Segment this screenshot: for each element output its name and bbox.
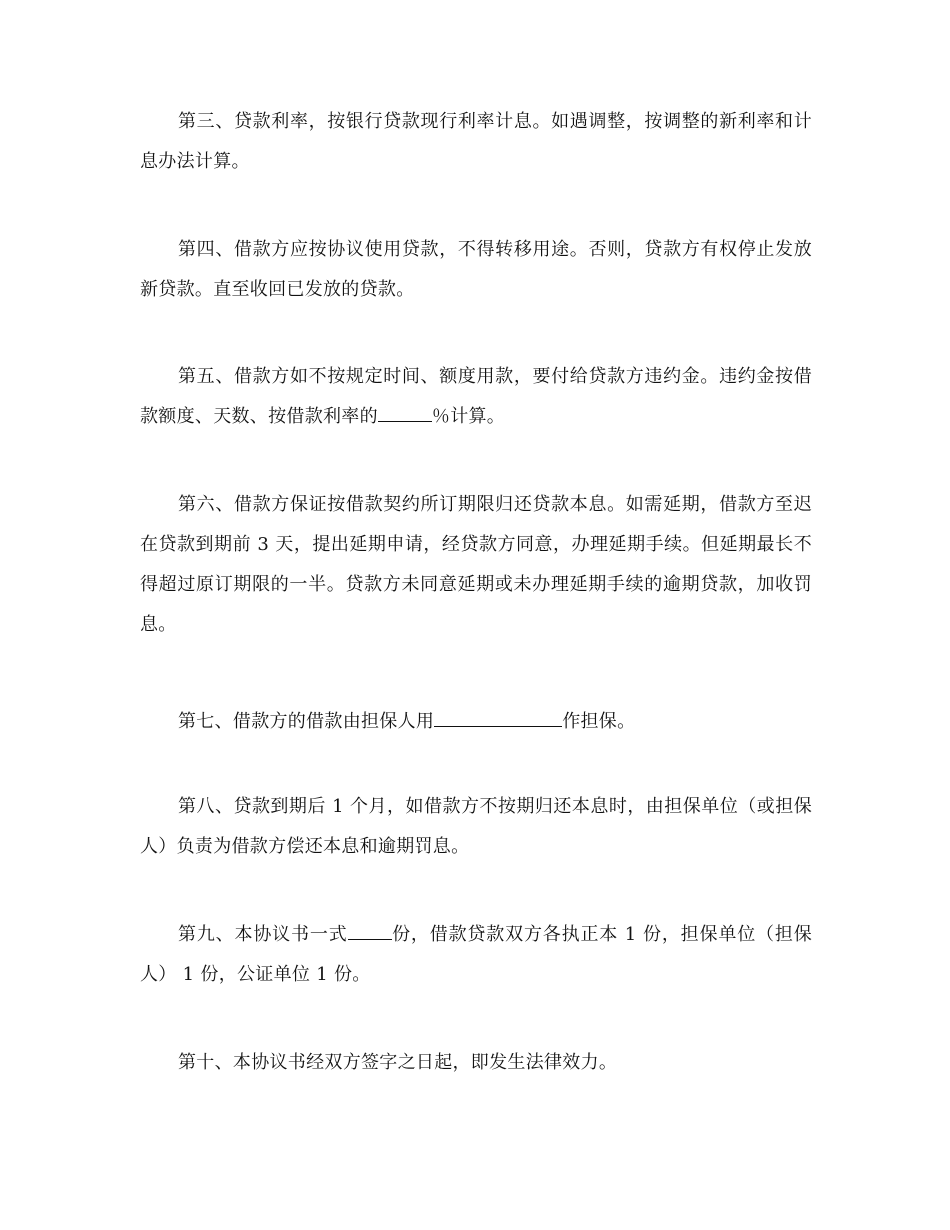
clause-5 [140,357,812,437]
guarantee-blank [434,704,562,727]
copies-blank [348,917,392,940]
clause-9-text-before: 第九、本协议书一式 [178,924,348,945]
clause-7-text-after: 作担保。 [562,711,636,732]
clause-4: 第四、借款方应按协议使用贷款，不得转移用途。否则，贷款方有权停止发放新贷款。直至收回已发放的贷款。 [140,239,812,300]
rate-blank [378,399,432,422]
clause-9-text-after: 份，借款贷款双方各执正本 1 份，担保单位（担保人） 1 份，公证单位 1 份。 [140,924,813,985]
clause-5-text-before: 第五、借款方如不按规定时间、额度用款，要付给贷款方违约金。违约金按借款额度、天数、按借款利率的 [140,366,812,427]
clause-5-text-after: ％计算。 [431,406,506,427]
clause-10: 第十、本协议书经双方签字之日起，即发生法律效力。 [178,1052,618,1073]
clause-7 [140,702,812,742]
clause-3: 第三、贷款利率，按银行贷款现行利率计息。如遇调整，按调整的新利率和计息办法计算。 [140,111,812,172]
clause-9 [140,915,812,995]
clause-8: 第八、贷款到期后 1 个月，如借款方不按期归还本息时，由担保单位（或担保人）负责为借款方偿还本息和逾期罚息。 [140,796,812,857]
clause-6: 第六、借款方保证按借款契约所订期限归还贷款本息。如需延期，借款方至迟在贷款到期前 3 天，提出延期申请，经贷款方同意，办理延期手续。但延期最长不得超过原订期限的一半。贷款方未同意延期或未办理延期手续的逾期贷款，加收罚息。 [140,494,812,635]
clause-7-text-before: 第七、借款方的借款由担保人用 [178,711,435,732]
